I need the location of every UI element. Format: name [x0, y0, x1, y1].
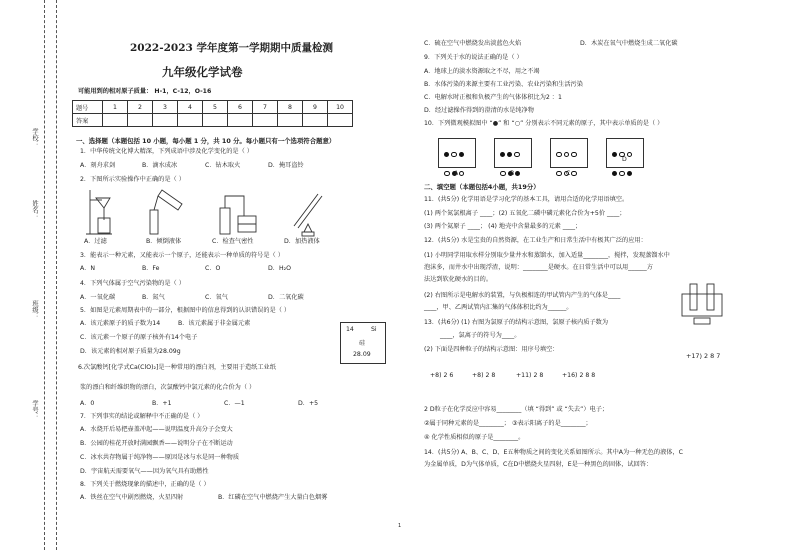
question-8: 8．下列关于燃烧现象的描述中，正确的是（ ）	[80, 481, 210, 488]
electrolysis-apparatus-icon	[680, 280, 726, 326]
answer-table	[72, 100, 353, 127]
question-9: 9．下列关于水的说法正确的是（ ）	[424, 54, 523, 61]
question-number: 9	[303, 101, 328, 114]
q4-option-c: C．氧气	[205, 294, 228, 301]
q13-e-question: ②属于同种元素的是________； ③表示阳离子的是________；	[424, 420, 592, 427]
element-symbol: Si	[371, 326, 377, 333]
answer-cell[interactable]	[153, 114, 178, 127]
q8-option-b: B．红磷在空气中燃烧产生大量白色烟雾	[218, 494, 328, 501]
table-row-label: 答案	[73, 114, 103, 127]
question-1: 1．中华传统文化博大精深，下列成语中涉及化学变化的是（ ）	[80, 148, 253, 155]
q3-option-c: C．O	[205, 265, 221, 272]
binding-school: 学校：	[31, 128, 38, 147]
answer-cell[interactable]	[128, 114, 153, 127]
airtight-check-icon	[220, 196, 256, 234]
page-title: 2022-2023 学年度第一学期期中质量检测	[130, 42, 333, 54]
question-3: 3．能表示一种元素，又能表示一个原子，还能表示一种单质的符号是（ ）	[80, 252, 284, 259]
q5-option-c: C．该元素一个原子的原子核外有14个电子	[80, 334, 198, 341]
element-cell	[340, 322, 386, 364]
q11-part3: (3) 两个氦原子 ____； (4) 地壳中含量最多的元素 ____；	[424, 223, 582, 230]
particle-a: +8) 2 6	[430, 372, 454, 379]
q10-label-d: D	[622, 156, 627, 163]
answer-cell[interactable]	[203, 114, 228, 127]
q10-diagram-a	[438, 138, 476, 168]
q9-option-b: B．水体污染的来源主要有工业污染、农业污染和生活污染	[424, 81, 583, 88]
answer-cell[interactable]	[228, 114, 253, 127]
question-5: 5．如图是元素周期表中的一部分，根据图中的信息得到的认识错误的是（ ）	[80, 307, 291, 314]
section1-heading: 一、选择题（本题包括 10 小题，每小题 1 分，共 10 分。每小题只有一个选项符合题意）	[76, 137, 336, 145]
question-10: 10．下列微观模拟图中 “●” 和 “○” 分别表示不同元素的原子，其中表示单质的是（ ）	[424, 120, 664, 127]
q8-option-c: C．硫在空气中燃烧发出淡蓝色火焰	[424, 40, 522, 47]
q2-option-a: A．过滤	[84, 238, 107, 245]
q13-2: (2) 下面是四种粒子的结构示意图：用序号填空：	[424, 346, 559, 353]
q4-option-b: B．氮气	[142, 294, 165, 301]
question-2: 2．下图所示实验操作中正确的是（ ）	[80, 176, 185, 183]
question-number: 1	[103, 101, 128, 114]
q2-option-b: B．倾倒液体	[146, 238, 182, 245]
q7-option-b: B．公园的桂花开放时满园飘香——说明分子在不断运动	[80, 440, 233, 447]
q12-2-line2: ____，甲、乙两试管内汇集的气体体积比约为______。	[424, 304, 573, 311]
q3-option-d: D．H₂O	[268, 265, 291, 272]
question-12: 12．(共5分) 水是宝贵的自然资源，在工业生产和日常生活中有极其广泛的应用：	[424, 237, 647, 244]
question-number: 5	[203, 101, 228, 114]
page-subtitle: 九年级化学试卷	[162, 65, 243, 79]
question-11: 11．(共5分) 化学用语是学习化学的基本工具，请用合适的化学用语填空。	[424, 196, 629, 203]
q3-option-b: B．Fe	[142, 265, 160, 272]
atomic-mass-note: 可能用到的相对原子质量： H-1，C-12，O-16	[78, 88, 212, 95]
chlorine-atom-diagram: +17) 2 8 7	[686, 352, 721, 360]
element-number: 14	[346, 326, 354, 333]
q5-option-b: B．该元素属于非金属元素	[178, 320, 251, 327]
question-number: 8	[278, 101, 303, 114]
q12-1-line2: 泡沫多，而井水中出现浮渣，说明：________是硬水。在日常生活中可以用______方	[424, 264, 653, 271]
question-6-line1: 6.次氯酸钙[化学式Ca(ClO)₂]是一种常用的漂白剂，主要用于造纸工业纸	[78, 364, 276, 371]
answer-cell[interactable]	[253, 114, 278, 127]
answer-cell[interactable]	[303, 114, 328, 127]
filter-apparatus-icon	[86, 190, 112, 234]
q6-option-c: C．—1	[224, 400, 245, 407]
binding-student-no: 学号：	[31, 400, 38, 419]
question-number: 10	[328, 101, 353, 114]
q13-f-question: ④ 化学性质相似的原子是________。	[424, 434, 525, 441]
q10-label-b: B	[510, 170, 515, 177]
q8-option-d: D．木炭在氧气中燃烧生成二氧化碳	[580, 40, 678, 47]
q10-diagram-b	[494, 138, 532, 168]
q4-option-d: D．二氧化碳	[268, 294, 304, 301]
q12-2-line1: (2) 右图所示是电解水的装置，与负极相连的甲试管内产生的气体是____	[424, 292, 621, 299]
q12-1-line3: 法达到软化硬水的目的。	[424, 276, 493, 283]
q5-option-a: A．该元素原子的质子数为14	[80, 320, 161, 327]
question-number: 6	[228, 101, 253, 114]
particle-b: +8) 2 8	[472, 372, 496, 379]
q10-label-c: C	[566, 170, 571, 177]
question-number: 2	[128, 101, 153, 114]
question-number: 7	[253, 101, 278, 114]
q10-diagram-c	[550, 138, 588, 168]
question-4: 4．下列气体属于空气污染物的是（ ）	[80, 280, 185, 287]
answer-cell[interactable]	[328, 114, 353, 127]
q12-1-line1: (1) 小明同学用取水样分别取少量井水和蒸馏水，加入适量________，搅拌，发现蒸馏水中	[424, 252, 670, 259]
q7-option-d: D．宇宙航天需要氧气——因为氧气具有助燃性	[80, 468, 209, 475]
question-6-line2: 浆的漂白和纤维织物的漂白，次氯酸钙中氯元素的化合价为（ ）	[80, 384, 256, 391]
question-number: 4	[178, 101, 203, 114]
table-row-label: 题号	[73, 101, 103, 114]
question-number: 3	[153, 101, 178, 114]
binding-class: 班级：	[31, 300, 38, 319]
q13-d-question: 2 D粒子在化学反应中容易________（填 “得到” 或 “失去”）电子；	[424, 406, 609, 413]
q6-option-a: A．0	[80, 400, 95, 407]
q7-option-a: A．水烧开后易把壶盖冲起——说明温度升高分子会变大	[80, 426, 233, 433]
question-7: 7．下列事实的结论或解释中不正确的是（ ）	[80, 413, 204, 420]
pour-liquid-icon	[150, 190, 182, 234]
q7-option-c: C．冰水共存物属于纯净物——原因是冰与水是同一种物质	[80, 454, 240, 461]
question-13: 13．(共6分) (1) 右图为氯原子的结构示意图，氯原子核内质子数为	[424, 319, 609, 326]
q9-option-d: D．经过滤操作得到的澄清的水是纯净物	[424, 107, 534, 114]
q6-option-b: B．+1	[152, 400, 172, 407]
q1-option-c: C．钻木取火	[205, 162, 241, 169]
q10-label-a: A	[454, 170, 459, 177]
heat-liquid-icon	[294, 194, 322, 236]
particle-c: +11) 2 8	[516, 372, 544, 379]
q9-option-c: C．电解水时正极和负极产生的气体体积比为2 ：1	[424, 94, 562, 101]
binding-name: 姓名：	[31, 200, 38, 219]
element-name: 硅	[359, 340, 366, 347]
q1-option-a: A．刻舟求剑	[80, 162, 116, 169]
q5-option-d: D．该元素的相对原子质量为28.09g	[80, 348, 181, 355]
particle-d: +16) 2 8 8	[562, 372, 596, 379]
q2-option-d: D．加热液体	[284, 238, 320, 245]
lab-illustrations	[84, 186, 354, 238]
answer-cell[interactable]	[178, 114, 203, 127]
answer-cell[interactable]	[278, 114, 303, 127]
q2-option-c: C．检查气密性	[212, 238, 254, 245]
q6-option-d: D．+5	[298, 400, 319, 407]
q9-option-a: A．地球上的淡水资源取之不尽，用之不竭	[424, 68, 540, 75]
element-mass: 28.09	[353, 351, 371, 358]
q1-option-d: D．掩耳盗铃	[268, 162, 304, 169]
q3-option-a: A．N	[80, 265, 96, 272]
question-14-line2: 为金属单质，D为气体单质，C在D中燃烧火星四射，E是一种黑色的固体，试回答：	[424, 461, 653, 468]
q8-option-a: A．铁丝在空气中剧烈燃烧，火星四射	[80, 494, 184, 501]
q11-part1: (1) 两个氮氯根离子 ____；(2) 五氧化二磷中磷元素化合价为+5价 ____；	[424, 210, 626, 217]
section2-heading: 二、填空题（本题包括4小题，共19分）	[424, 183, 540, 191]
page-number: 1	[398, 523, 402, 529]
answer-cell[interactable]	[103, 114, 128, 127]
question-14-line1: 14．(共5分) A、B、C、D、E五种物质之间的变化关系如图所示。其中A为一种无色的液体，C	[424, 449, 684, 456]
q1-option-b: B．滴水成冰	[142, 162, 178, 169]
q13-1-line2: ____，氯离子的符号为____。	[440, 332, 521, 339]
q4-option-a: A．一氧化碳	[80, 294, 116, 301]
